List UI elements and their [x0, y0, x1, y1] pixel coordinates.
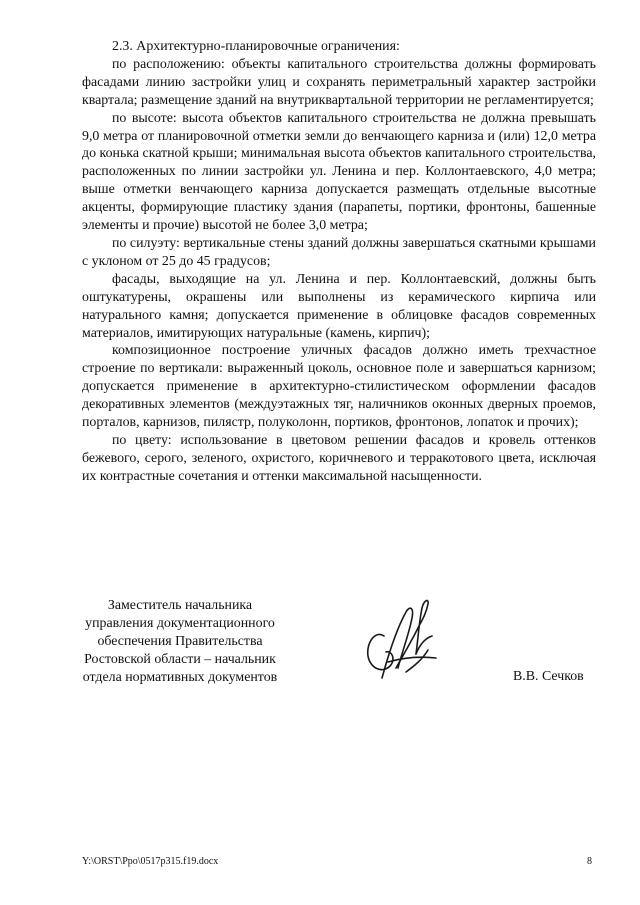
paragraph-silhouette: по силуэту: вертикальные стены зданий должны завершаться скатными крышами с уклоном от 25 до 45 градусов;	[82, 235, 596, 269]
handwritten-signature	[362, 596, 442, 686]
position-line: отдела нормативных документов	[82, 669, 278, 685]
position-line: обеспечения Правительства	[97, 633, 263, 649]
paragraph-composition: композиционное построение уличных фасадов должно иметь трехчастное строение по вертикали: выраженный цоколь, основное поле и завершаться карнизом; допускается применение в архитектурно-стилистическом оформлении фасадов декоративных элементов (междуэтажных тяг, наличников оконных дверных проемов, порталов, карнизов, пилястр, полуколонн, портиков, фронтонов, лопаток и прочих);	[82, 343, 596, 431]
section-title: 2.3. Архитектурно-планировочные ограничения:	[112, 39, 400, 54]
footer-file-path: Y:\ORST\Ppo\0517p315.f19.docx	[82, 856, 219, 867]
paragraph-placement: по расположению: объекты капитального строительства должны формировать фасадами линию застройки улиц и сохранять периметральный характер застройки квартала; размещение зданий на внутриквартальной территории не регламентируется;	[82, 56, 596, 108]
signer-position	[58, 597, 302, 687]
paragraph-height: по высоте: высота объектов капитального строительства не должна превышать 9,0 метра от планировочной отметки земли до венчающего карниза и (или) 12,0 метра до конька скатной крыши; минимальная высота объектов капитального строительства, расположенных по линии застройки ул. Ленина и пер. Коллонтаевского, 4,0 метра; выше отметки венчающего карниза допускается размещать отдельные высотные акценты, формирующие пластику здания (парапеты, портики, фронтоны, башенные элементы и прочие) высотой не более 3,0 метра;	[82, 110, 596, 234]
document-body	[82, 38, 596, 486]
position-line: Заместитель начальника	[107, 598, 253, 613]
signer-name: В.В. Сечков	[513, 669, 584, 684]
page-number: 8	[587, 856, 592, 867]
paragraph-color: по цвету: использование в цветовом решении фасадов и кровель оттенков бежевого, серого, зеленого, охристого, коричневого и терракотового цвета, исключая их контрастные сочетания и оттенки максимальной насыщенности.	[82, 432, 596, 484]
paragraph-facades: фасады, выходящие на ул. Ленина и пер. Коллонтаевский, должны быть оштукатурены, окрашены или выполнены из керамического кирпича или натурального камня; допускается применение в облицовке фасадов современных материалов, имитирующих натуральные (камень, кирпич);	[82, 271, 596, 341]
position-line: управления документационного	[85, 615, 275, 631]
position-line: Ростовской области – начальник	[84, 651, 276, 667]
